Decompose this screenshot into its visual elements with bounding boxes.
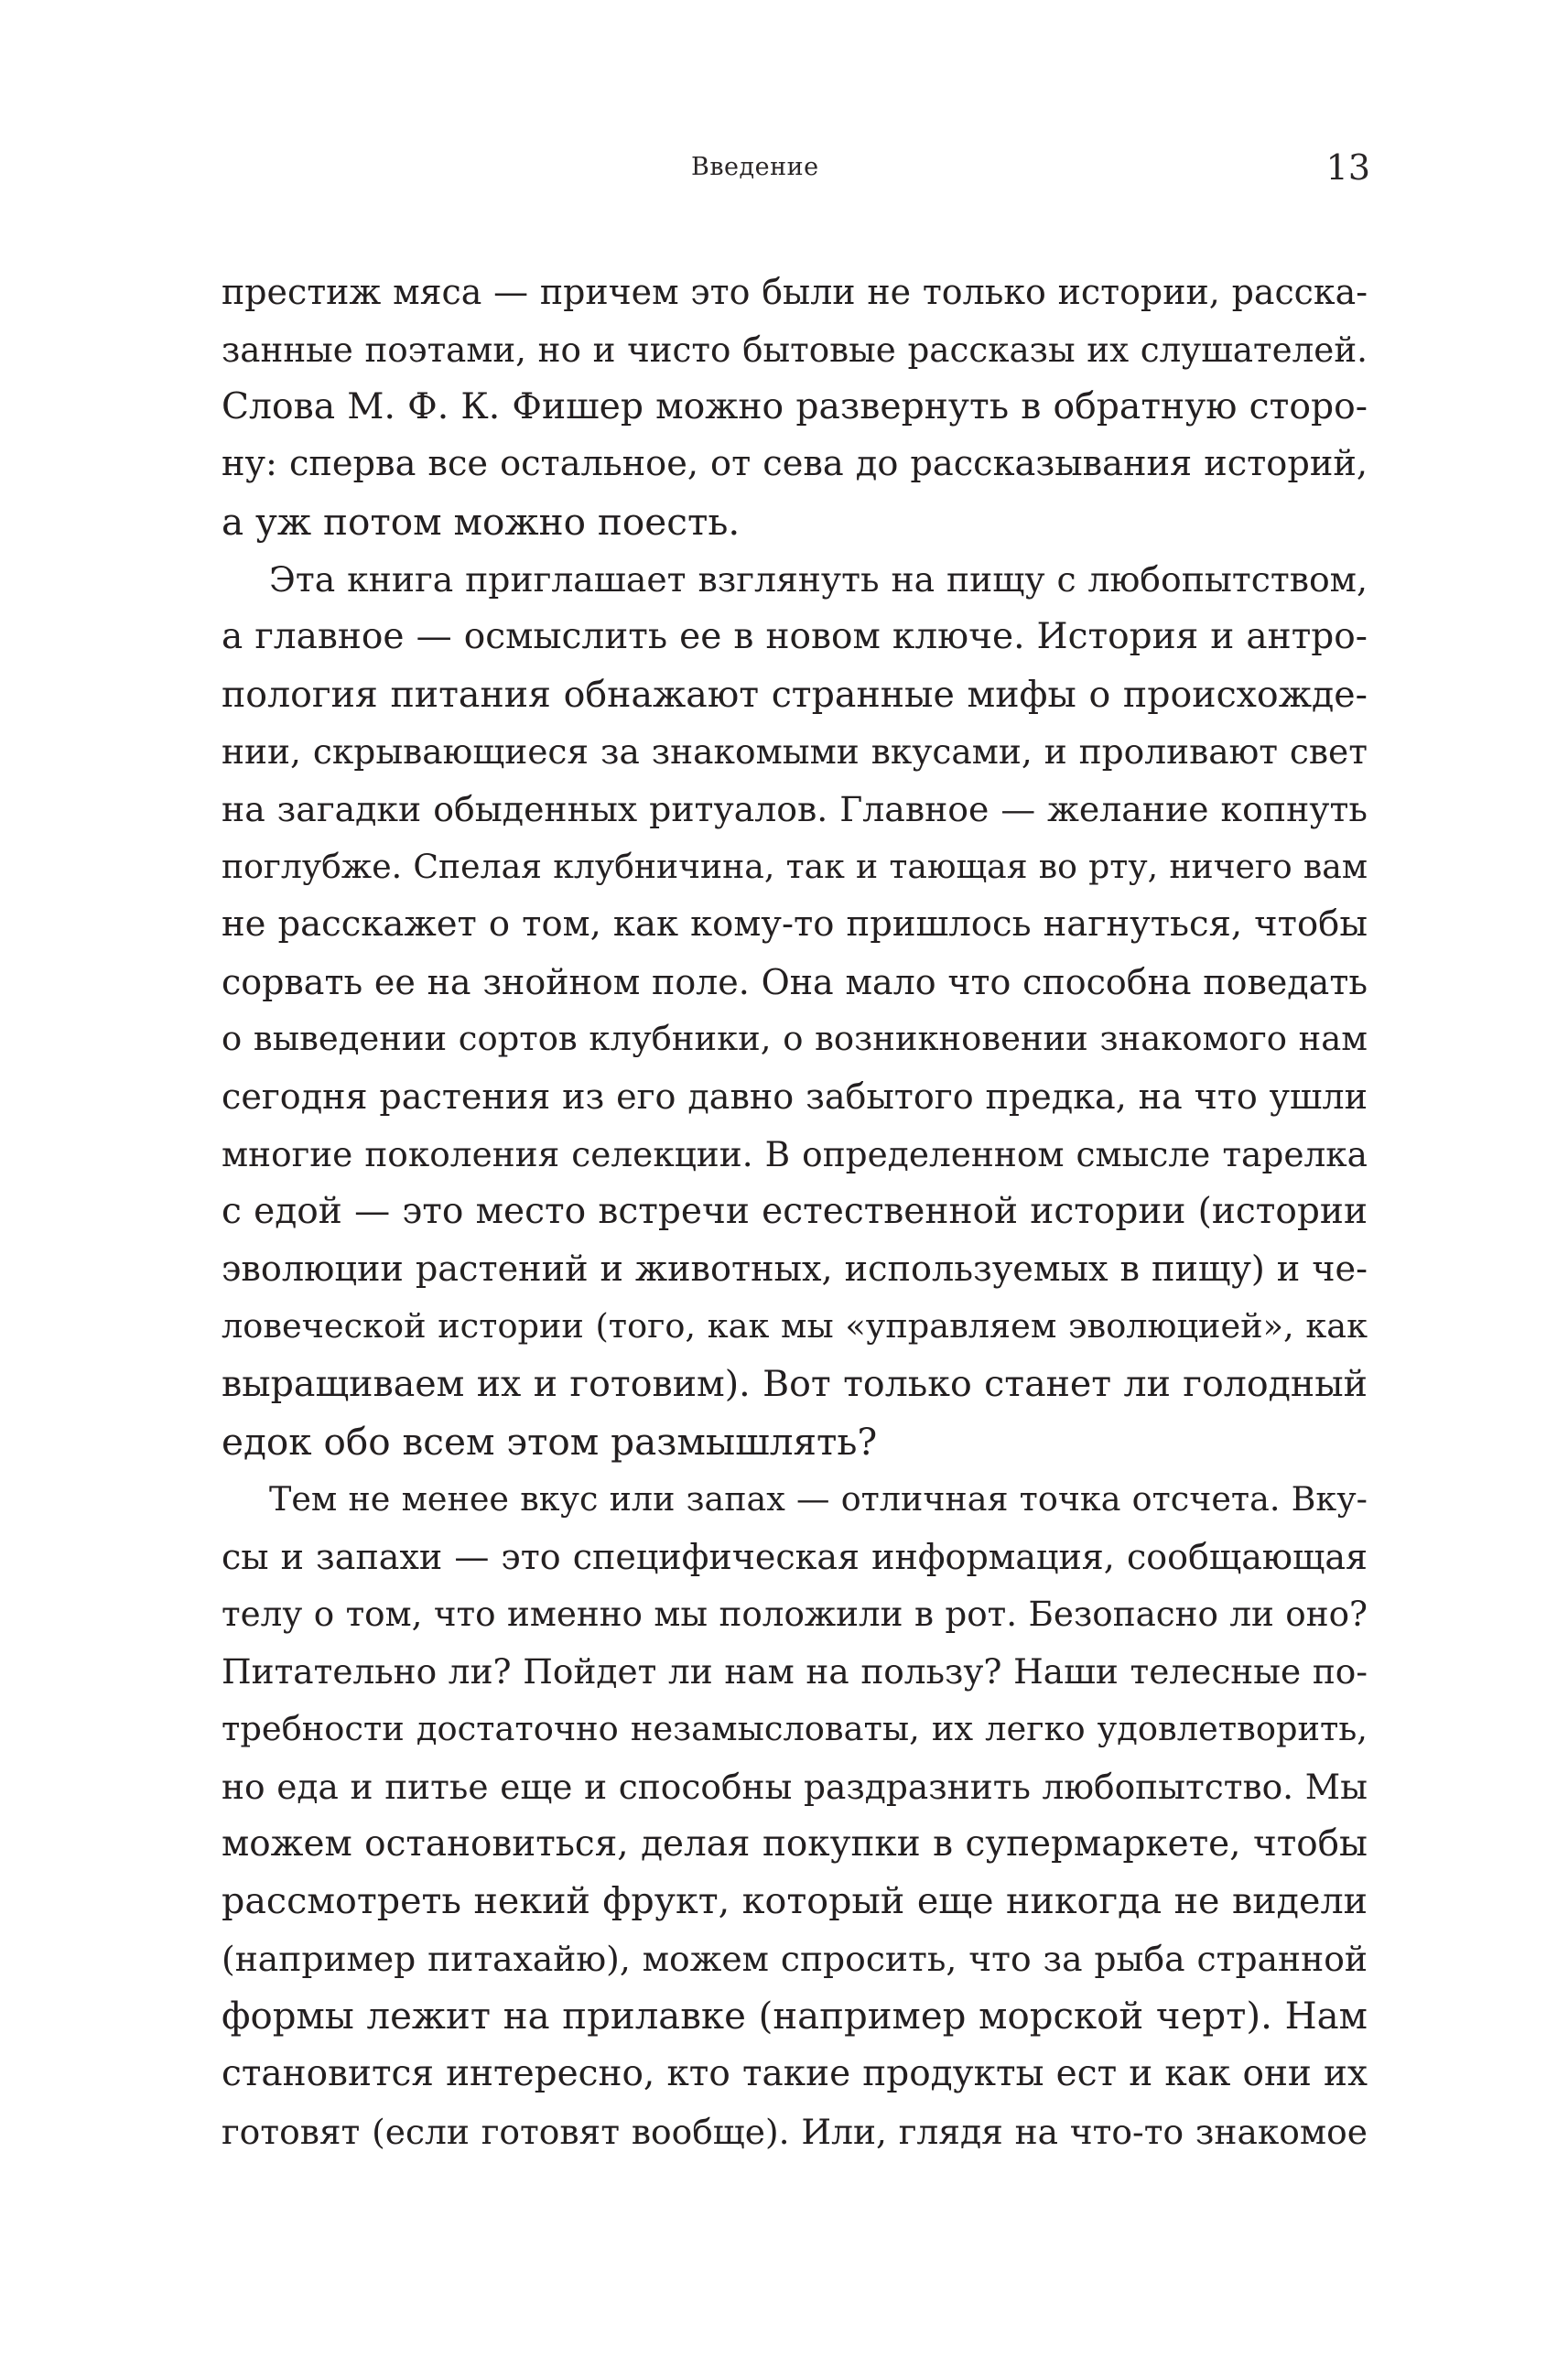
running-header [0, 147, 1568, 193]
text-line: рассмотреть некий фрукт, который еще никогда не видели [222, 1880, 1368, 1923]
paragraph-2 [222, 551, 1368, 1471]
text-line: выращиваем их и готовим). Вот только станет ли голодный [222, 1363, 1368, 1406]
text-line: готовят (если готовят вообще). Или, глядя на что-то знакомое [222, 2111, 1368, 2152]
text-line: с едой — это место встречи естественной истории (истории [222, 1190, 1368, 1232]
text-line: ну: сперва все остальное, от сева до рассказывания историй, [222, 443, 1368, 485]
text-line: ловеческой истории (того, как мы «управляем эволюцией», как [222, 1306, 1368, 1346]
text-line: многие поколения селекции. В определенном смысле тарелка [222, 1133, 1368, 1174]
text-line: сорвать ее на знойном поле. Она мало что способна поведать [222, 961, 1368, 1002]
text-line: эволюции растений и животных, используемых в пищу) и че- [222, 1249, 1368, 1290]
text-line: требности достаточно незамысловаты, их легко удовлетворить, [222, 1708, 1368, 1748]
text-line: но еда и питье еще и способны раздразнить любопытство. Мы [222, 1766, 1368, 1807]
text-line: занные поэтами, но и чисто бытовые рассказы их слушателей. [222, 329, 1368, 370]
text-line: сегодня растения из его давно забытого предка, на что ушли [222, 1076, 1368, 1118]
text-line: становится интересно, кто такие продукты ест и как они их [222, 2052, 1368, 2094]
text-line: а уж потом можно поесть. [222, 500, 741, 545]
text-line: Эта книга приглашает взглянуть на пищу с любопытством, [269, 558, 1368, 600]
text-line: сы и запахи — это специфическая информация, сообщающая [222, 1536, 1368, 1577]
text-line: престиж мяса — причем это были не только истории, расска- [222, 272, 1368, 312]
paragraph-1 [222, 264, 1368, 551]
body-text [222, 264, 1368, 2160]
text-line: можем остановиться, делая покупки в супермаркете, чтобы [222, 1822, 1368, 1865]
running-title: Введение [691, 153, 819, 181]
text-line: Тем не менее вкус или запах — отличная точка отсчета. Вку- [269, 1478, 1368, 1519]
paragraph-3 [222, 1471, 1368, 2161]
text-line: о выведении сортов клубники, о возникновении знакомого нам [222, 1019, 1368, 1059]
text-line: нии, скрывающиеся за знакомыми вкусами, и проливают свет [222, 731, 1368, 773]
text-line: Слова М. Ф. К. Фишер можно развернуть в обратную сторо- [222, 385, 1368, 427]
text-line: поглубже. Спелая клубничина, так и тающая во рту, ничего вам [222, 846, 1368, 886]
text-line: (например питахайю), можем спросить, что за рыба странной [222, 1939, 1368, 1980]
page-number: 13 [1325, 147, 1370, 188]
text-line: формы лежит на прилавке (например морской черт). Нам [222, 1995, 1368, 2038]
text-line: едок обо всем этом размышлять? [222, 1419, 878, 1464]
text-line: не расскажет о том, как кому-то пришлось нагнуться, чтобы [222, 903, 1368, 945]
text-line: пология питания обнажают странные мифы о происхожде- [222, 673, 1368, 716]
text-line: а главное — осмыслить ее в новом ключе. История и антро- [222, 615, 1368, 657]
text-line: Питательно ли? Пойдет ли нам на пользу? Наши телесные по- [222, 1651, 1368, 1692]
text-line: на загадки обыденных ритуалов. Главное — желание копнуть [222, 789, 1368, 830]
text-line: телу о том, что именно мы положили в рот. Безопасно ли оно? [222, 1594, 1368, 1635]
